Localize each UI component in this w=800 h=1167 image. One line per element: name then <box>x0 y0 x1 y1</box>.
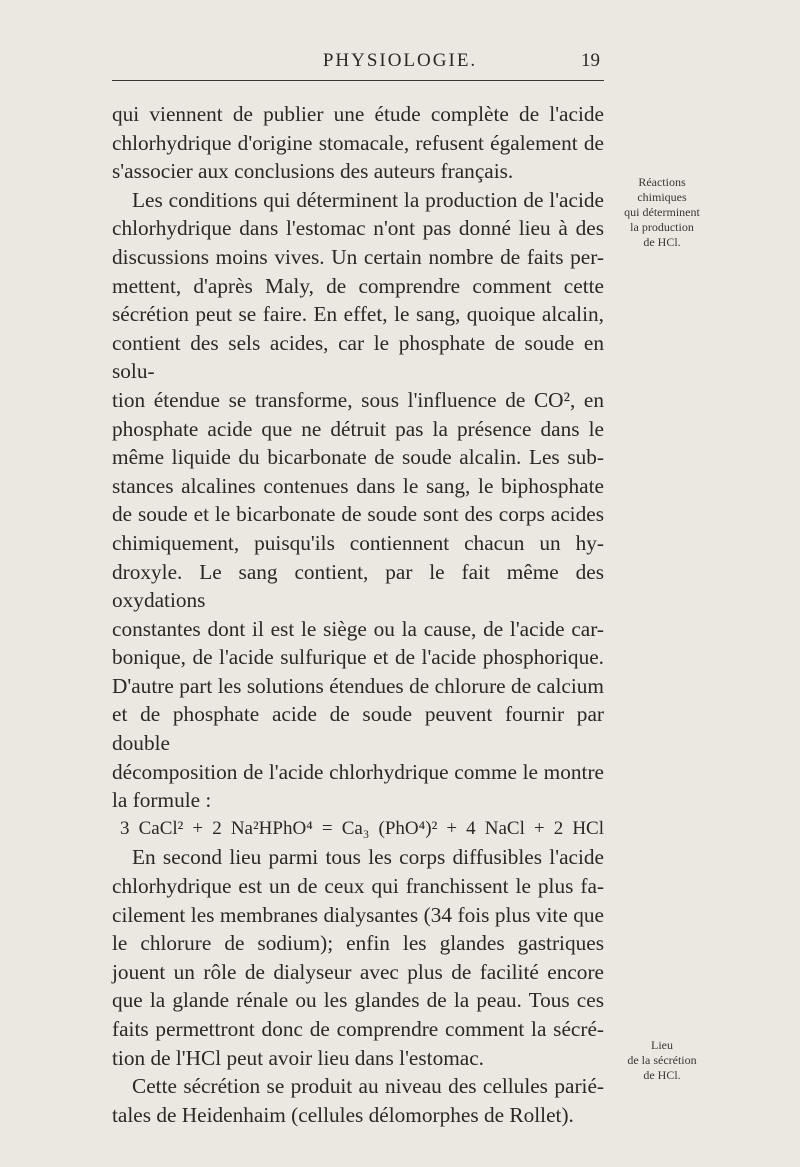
text-line: de soude et le bicarbonate de soude sont des corps acides <box>112 502 604 527</box>
text-line: le chlorure de sodium); enfin les glandes gastriques <box>112 931 604 956</box>
margin-note-line: la production <box>630 220 694 234</box>
main-text <box>112 100 604 1129</box>
text-line: mettent, d'après Maly, de comprendre comment cette <box>112 273 604 298</box>
text-line: faits permettront donc de comprendre comment la sécré- <box>112 1017 604 1041</box>
text-line: qui viennent de publier une étude complète de l'acide <box>112 102 604 126</box>
text-line: droxyle. Le sang contient, par le fait même des oxydations <box>112 559 604 613</box>
text-line: discussions moins vives. Un certain nombre de faits per- <box>112 244 604 269</box>
text-line: bonique, de l'acide sulfurique et de l'acide phosphorique. <box>112 645 604 670</box>
page-number: 19 <box>581 50 600 71</box>
text-line: que la glande rénale ou les glandes de la peau. Tous ces <box>112 988 604 1013</box>
text-line: cilement les membranes dialysantes (34 fois plus vite que <box>112 902 604 927</box>
margin-note-line: de HCl. <box>643 1068 681 1082</box>
text-line: En second lieu parmi tous les corps diffusibles l'acide <box>132 845 604 870</box>
text-line: tales de Heidenhaim (cellules délomorphes de Rollet). <box>112 1102 574 1127</box>
text-line: chimiquement, puisqu'ils contiennent chacun un hy- <box>112 530 604 555</box>
text-line: stances alcalines contenues dans le sang, le biphosphate <box>112 473 604 498</box>
margin-note-line: Lieu <box>651 1038 673 1052</box>
text-line: constantes dont il est le siège ou la cause, de l'acide car- <box>112 616 604 641</box>
text-line: chlorhydrique est un de ceux qui franchissent le plus fa- <box>112 874 604 899</box>
text-line: la formule : <box>112 788 212 813</box>
margin-note-line: chimiques <box>637 190 687 204</box>
header-rule <box>112 80 604 81</box>
text-line: D'autre part les solutions étendues de chlorure de calcium <box>112 673 604 698</box>
text-line: tion de l'HCl peut avoir lieu dans l'estomac. <box>112 1045 485 1070</box>
text-line: sécrétion peut se faire. En effet, le sang, quoique alcalin, <box>112 302 604 327</box>
text-line: décomposition de l'acide chlorhydrique comme le montre <box>112 759 604 784</box>
text-line: même liquide du bicarbonate de soude alcalin. Les sub- <box>112 445 604 470</box>
text-line: chlorhydrique d'origine stomacale, refusent également de <box>112 130 604 155</box>
text-line: et de phosphate acide de soude peuvent fournir par double <box>112 702 604 756</box>
chemical-formula: 3 CaCl² + 2 Na²HPhO⁴ = Ca₃ (PhO⁴)² + 4 NaCl + 2 HCl <box>120 817 604 839</box>
text-line: jouent un rôle de dialyseur avec plus de facilité encore <box>112 959 604 984</box>
margin-note-line: qui déterminent <box>624 205 700 219</box>
running-header-title: PHYSIOLOGIE. <box>322 50 478 71</box>
margin-note-reactions <box>606 175 718 250</box>
text-line: s'associer aux conclusions des auteurs français. <box>112 159 514 184</box>
margin-note-line: Réactions <box>638 175 686 189</box>
margin-note-line: de la sécrétion <box>627 1053 697 1067</box>
text-line: chlorhydrique dans l'estomac n'ont pas donné lieu à des <box>112 216 604 241</box>
text-line: Cette sécrétion se produit au niveau des cellules parié- <box>132 1074 604 1099</box>
text-line: contient des sels acides, car le phosphate de soude en solu- <box>112 330 604 384</box>
margin-note-line: de HCl. <box>643 235 681 249</box>
text-line: tion étendue se transforme, sous l'influence de CO², en <box>112 387 604 412</box>
margin-note-lieu <box>606 1038 718 1083</box>
text-line: Les conditions qui déterminent la production de l'acide <box>132 187 604 212</box>
text-line: phosphate acide que ne détruit pas la présence dans le <box>112 416 604 441</box>
